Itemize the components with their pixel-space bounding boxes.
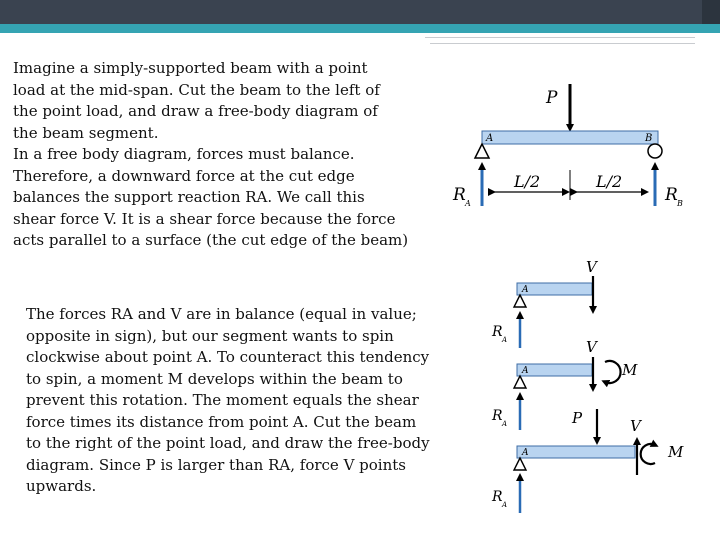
- reaction-a-label: R: [453, 185, 466, 205]
- reaction-subscript: A: [502, 420, 508, 428]
- reaction-b-label: R: [665, 185, 678, 205]
- point-b-label: B: [645, 133, 653, 144]
- reaction-label: R: [492, 324, 503, 340]
- half-span-right-label: L/2: [596, 172, 623, 191]
- point-a-label: A: [522, 448, 529, 458]
- beam-diagram: [440, 70, 700, 220]
- point-a-label: A: [486, 133, 494, 144]
- half-span-left-label: L/2: [514, 172, 541, 191]
- point-a-label: A: [522, 285, 529, 295]
- header-corner-block: [702, 0, 720, 24]
- moment-arrow: [641, 444, 655, 464]
- reaction-subscript: A: [502, 336, 508, 344]
- moment-label: M: [668, 443, 684, 461]
- pin-support: [514, 458, 526, 470]
- fbd-right-of-load: [480, 405, 690, 515]
- intro-paragraph: Imagine a simply-supported beam with a point load at the mid-span. Cut the beam to the left of the point load, and draw a free-body diagram of the beam segment. In a free body diagram, forces must balance. Therefore, a downward force at the cut edge balances the support reaction RA. We call this shear force V. It is a shear force because the force acts parallel to a surface (the cut edge of the beam): [13, 59, 409, 249]
- shear-label: V: [586, 338, 597, 356]
- load-label: P: [572, 409, 583, 427]
- beam: [482, 131, 658, 144]
- reaction-label: R: [492, 489, 503, 505]
- pin-support: [514, 295, 526, 307]
- reaction-b-subscript: B: [677, 199, 683, 208]
- moment-label: M: [622, 361, 638, 379]
- accent-bar: [0, 24, 720, 33]
- fbd-shear: [480, 255, 620, 350]
- moment-paragraph: The forces RA and V are in balance (equal in value; opposite in sign), but our segment wants to spin clockwise about point A. To counteract this tendency to spin, a moment M develops within the beam to prevent this rotation. The moment equals the shear force times its distance from point A. Cut the beam to the right of the point load, and draw the free-body diagram. Since P is larger than RA, force V points upwards.: [26, 305, 430, 495]
- reaction-subscript: A: [502, 501, 508, 509]
- reaction-label: R: [492, 408, 503, 424]
- divider-line: [425, 37, 695, 38]
- shear-label: V: [630, 417, 641, 435]
- beam-segment: [517, 446, 635, 458]
- pin-support: [514, 376, 526, 388]
- divider-line: [430, 43, 695, 44]
- reaction-a-subscript: A: [465, 199, 471, 208]
- moment-arrow: [605, 361, 621, 383]
- load-label: P: [546, 88, 558, 108]
- roller-support: [648, 144, 662, 158]
- point-a-label: A: [522, 366, 529, 376]
- header-bar: [0, 0, 720, 24]
- shear-label: V: [586, 258, 597, 276]
- pin-support: [475, 144, 489, 158]
